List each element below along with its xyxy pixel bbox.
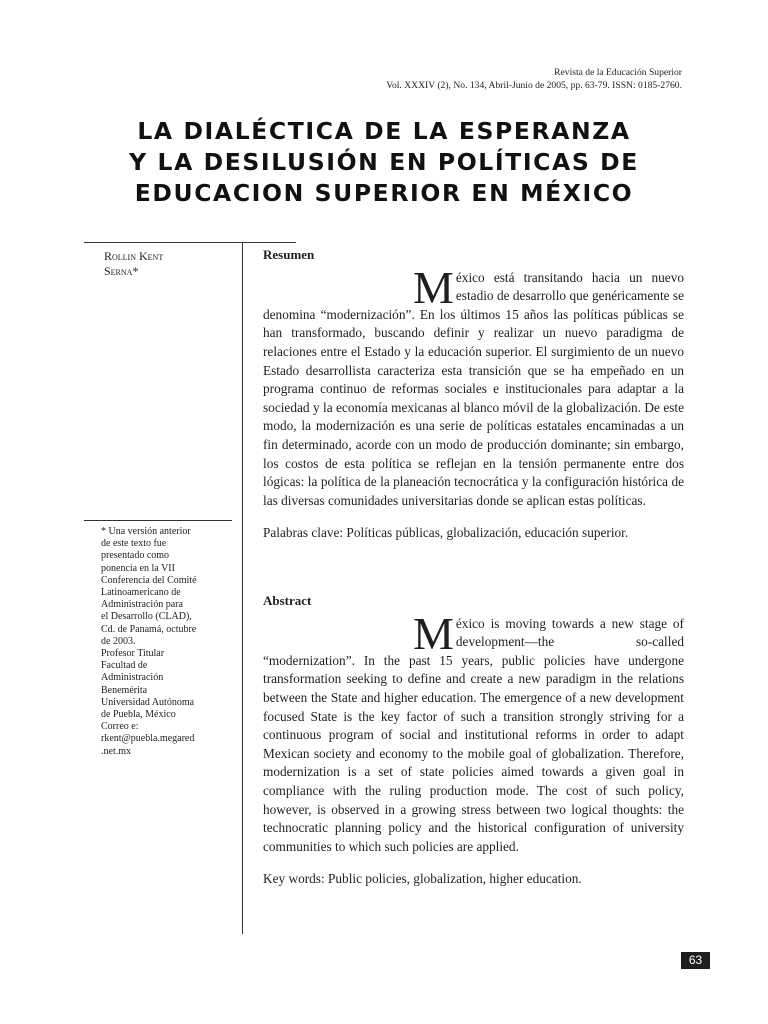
abstract-text: éxico is moving towards a new stage of development—the so-called “modernization”. In the past 15 years, public policies have undergone transformation seeking to define and create a new paradigm in the relations between the State and higher education. The emergence of a new development focused State is the key factor of such a transition strongly striving for a continuous program of social and institutional reforms in order to adapt Mexican society and economy to the mobile goal of globalization. Therefore, modernization is a set of state policies aimed towards a given goal in compliance with the ruling production mode. The cost of such policy, however, is observed in a growing stress between two logical thoughts: the technocratic planning policy and the historical configuration of university communities to which such policies are applied.: [263, 615, 684, 854]
author-block: [104, 249, 236, 279]
abstract-section: [263, 592, 684, 889]
title-line-2: Y LA DESILUSIÓN EN POLÍTICAS DE: [129, 148, 639, 176]
abstract-dropcap: M: [413, 607, 454, 659]
article-title: [60, 116, 708, 209]
footnote-line: Administración: [101, 672, 164, 684]
footnote-line: de este texto fue: [101, 538, 167, 550]
column-divider: [242, 242, 243, 934]
footnote-line: Conferencia del Comité: [101, 574, 197, 586]
footnote-line: de 2003.: [101, 635, 136, 647]
footnote-line: rkent@puebla.megared: [101, 733, 195, 745]
footnote-line: Benemérita: [101, 684, 148, 696]
footnote-line: ponencia en la VII: [101, 562, 175, 574]
resumen-body: [263, 261, 684, 511]
footnote-line: Cd. de Panamá, octubre: [101, 623, 197, 635]
footnote-line: Administración para: [101, 599, 183, 611]
abstract-heading: Abstract: [263, 593, 312, 608]
footnote-divider: [84, 520, 232, 521]
footnote-line: Profesor Titular: [101, 648, 165, 660]
abstract-keywords: Key words: Public policies, globalization, higher education.: [263, 871, 582, 887]
footnote-line: de Puebla, México: [101, 709, 176, 721]
resumen-heading: Resumen: [263, 247, 315, 262]
footnote-line: el Desarrollo (CLAD),: [101, 611, 192, 623]
abstract-body: [263, 607, 684, 857]
footnote-line: Facultad de: [101, 660, 148, 672]
top-divider: [84, 242, 296, 243]
footnote-line: presentado como: [101, 550, 170, 562]
author-surname: Serna*: [104, 264, 139, 278]
resumen-section: [263, 246, 684, 543]
journal-name: Revista de la Educación Superior: [554, 67, 682, 78]
footnote-line: Latinoamericano de: [101, 587, 181, 599]
author-footnote: [101, 526, 235, 758]
journal-citation: Vol. XXXIV (2), No. 134, Abril-Junio de 2005, pp. 63-79. ISSN: 0185-2760.: [386, 80, 682, 91]
title-line-3: EDUCACION SUPERIOR EN MÉXICO: [134, 179, 634, 207]
page-number: 63: [681, 952, 710, 969]
author-name: Rollin Kent: [104, 249, 164, 263]
resumen-keywords: Palabras clave: Políticas públicas, globalización, educación superior.: [263, 525, 629, 541]
footnote-line: Correo e:: [101, 721, 139, 733]
footnote-line: * Una versión anterior: [101, 526, 191, 537]
title-line-1: LA DIALÉCTICA DE LA ESPERANZA: [137, 117, 631, 145]
resumen-text: éxico está transitando hacia un nuevo estadio de desarrollo que genéricamente se denomina “modernización”. En los últimos 15 años las políticas públicas se han transformado, buscando definir y realizar un nuevo paradigma de relaciones entre el Estado y la educación superior. El surgimiento de un nuevo Estado desarrollista caracteriza esta transición que se ha empeñado en un programa continuo de reformas sociales e institucionales para adaptar a la sociedad y la economía mexicanas al blanco móvil de la globalización. De este modo, la modernización es una serie de políticas estatales encaminadas a un fin determinado, acorde con un modo de producción dominante; sin embargo, los costos de esta política se reflejan en la tensión permanente entre dos lógicas: la política de la planeación tecnocrática y la configuración histórica de las diversas comunidades universitarias donde se aplican estas políticas.: [263, 269, 684, 508]
resumen-dropcap: M: [413, 261, 454, 313]
footnote-line: .net.mx: [101, 745, 131, 757]
footnote-line: Universidad Autónoma: [101, 696, 195, 708]
journal-header: [386, 66, 682, 92]
